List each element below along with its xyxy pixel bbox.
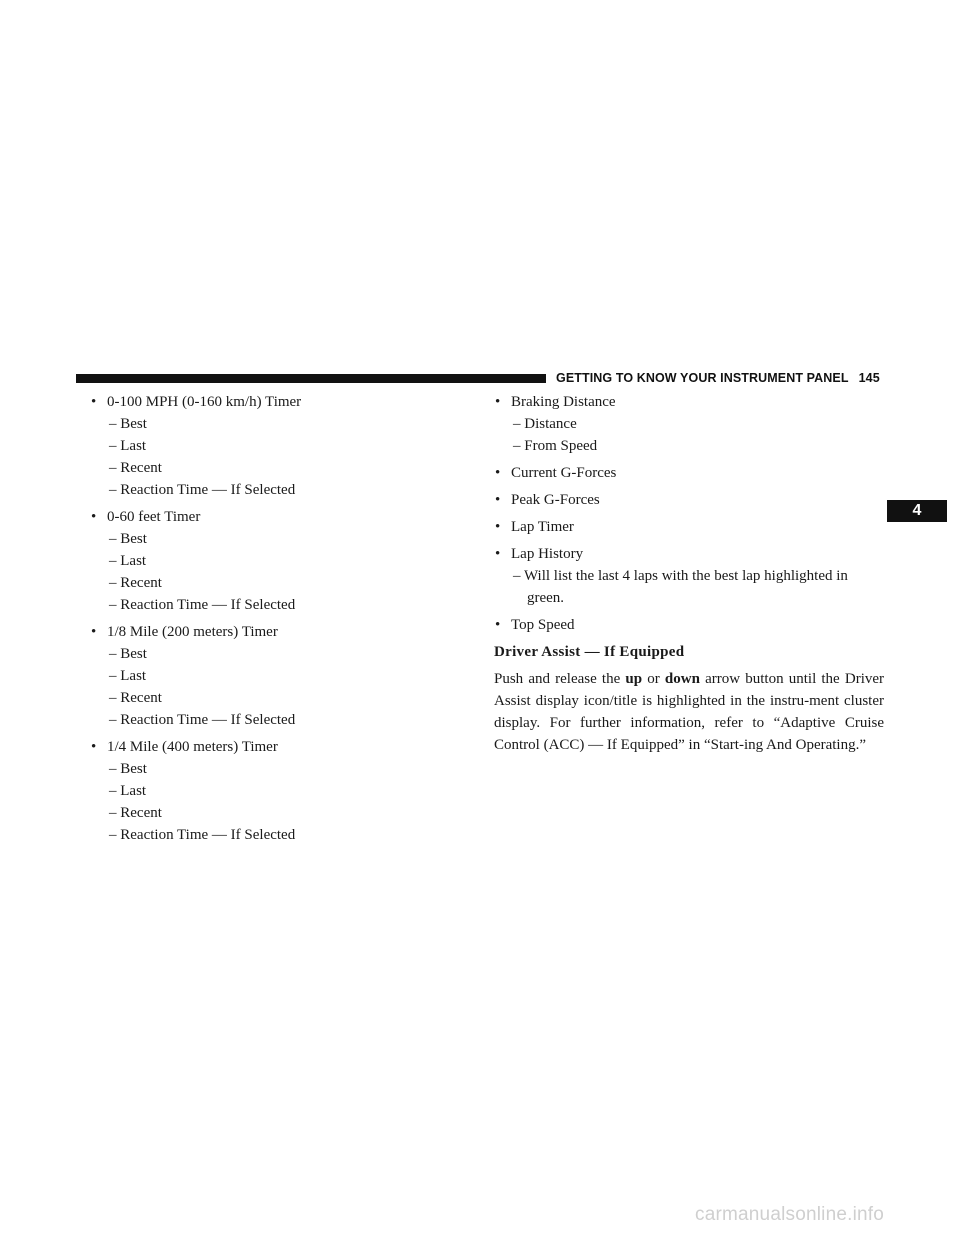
para-text: or [642, 671, 665, 687]
list-item [90, 736, 470, 846]
para-text: arrow button until the Driver Assist display icon/title is highlighted in the instru-ment cluster display. For further information, refer to “Adaptive Cruise Control (ACC) — If Equipped” in “Start-ing And Operating.” [494, 671, 885, 753]
sub-item: – Recent [109, 805, 162, 821]
sub-item: – Last [109, 668, 147, 684]
para-bold-up: up [625, 671, 643, 687]
page-number: 145 [858, 371, 880, 385]
list-item [494, 543, 884, 609]
list-item [494, 462, 884, 484]
sub-item: – Best [109, 646, 147, 662]
bullet-item: • 0-100 MPH (0-160 km/h) Timer [90, 391, 470, 413]
sub-item: – Recent [109, 460, 162, 476]
sub-item: – Last [109, 783, 147, 799]
sub-item: – Reaction Time — If Selected [109, 712, 296, 728]
list-item [90, 506, 470, 616]
para-text: Push and release the [494, 671, 626, 687]
bullet-item: • 1/4 Mile (400 meters) Timer [90, 736, 470, 758]
sub-item: – Last [109, 553, 147, 569]
footer-watermark: carmanualsonline.info [695, 1204, 885, 1225]
bullet-item: • Lap Timer [494, 516, 884, 538]
header-rule [76, 374, 546, 383]
sub-item: – Reaction Time — If Selected [109, 482, 296, 498]
chapter-tab: 4 [887, 500, 947, 522]
bullet-item: • Top Speed [494, 614, 884, 636]
bullet-item: • Peak G-Forces [494, 489, 884, 511]
sub-item: – Best [109, 761, 147, 777]
sub-item: – Distance [513, 416, 577, 432]
sub-item: – Best [109, 531, 147, 547]
sub-item: – Last [109, 438, 147, 454]
section-paragraph [494, 668, 884, 756]
list-item [494, 516, 884, 538]
left-column [90, 391, 470, 851]
sub-item: – Reaction Time — If Selected [109, 597, 296, 613]
sub-item: – From Speed [513, 438, 598, 454]
running-header [556, 371, 880, 385]
sub-item: – Recent [109, 690, 162, 706]
list-item [494, 489, 884, 511]
section-heading: Driver Assist — If Equipped [494, 644, 685, 660]
list-item [90, 391, 470, 501]
bullet-item: • Lap History [494, 543, 884, 565]
bullet-item: • Current G-Forces [494, 462, 884, 484]
sub-item: – Reaction Time — If Selected [109, 827, 296, 843]
bullet-item: • Braking Distance [494, 391, 884, 413]
sub-item: – Recent [109, 575, 162, 591]
bullet-item: • 1/8 Mile (200 meters) Timer [90, 621, 470, 643]
para-bold-down: down [664, 671, 700, 687]
sub-item: – Will list the last 4 laps with the best lap highlighted in green. [513, 568, 848, 606]
right-column [494, 391, 884, 756]
list-item [494, 391, 884, 457]
header-title: GETTING TO KNOW YOUR INSTRUMENT PANEL [556, 371, 849, 385]
sub-item: – Best [109, 416, 147, 432]
list-item [90, 621, 470, 731]
list-item [494, 614, 884, 636]
bullet-item: • 0-60 feet Timer [90, 506, 470, 528]
